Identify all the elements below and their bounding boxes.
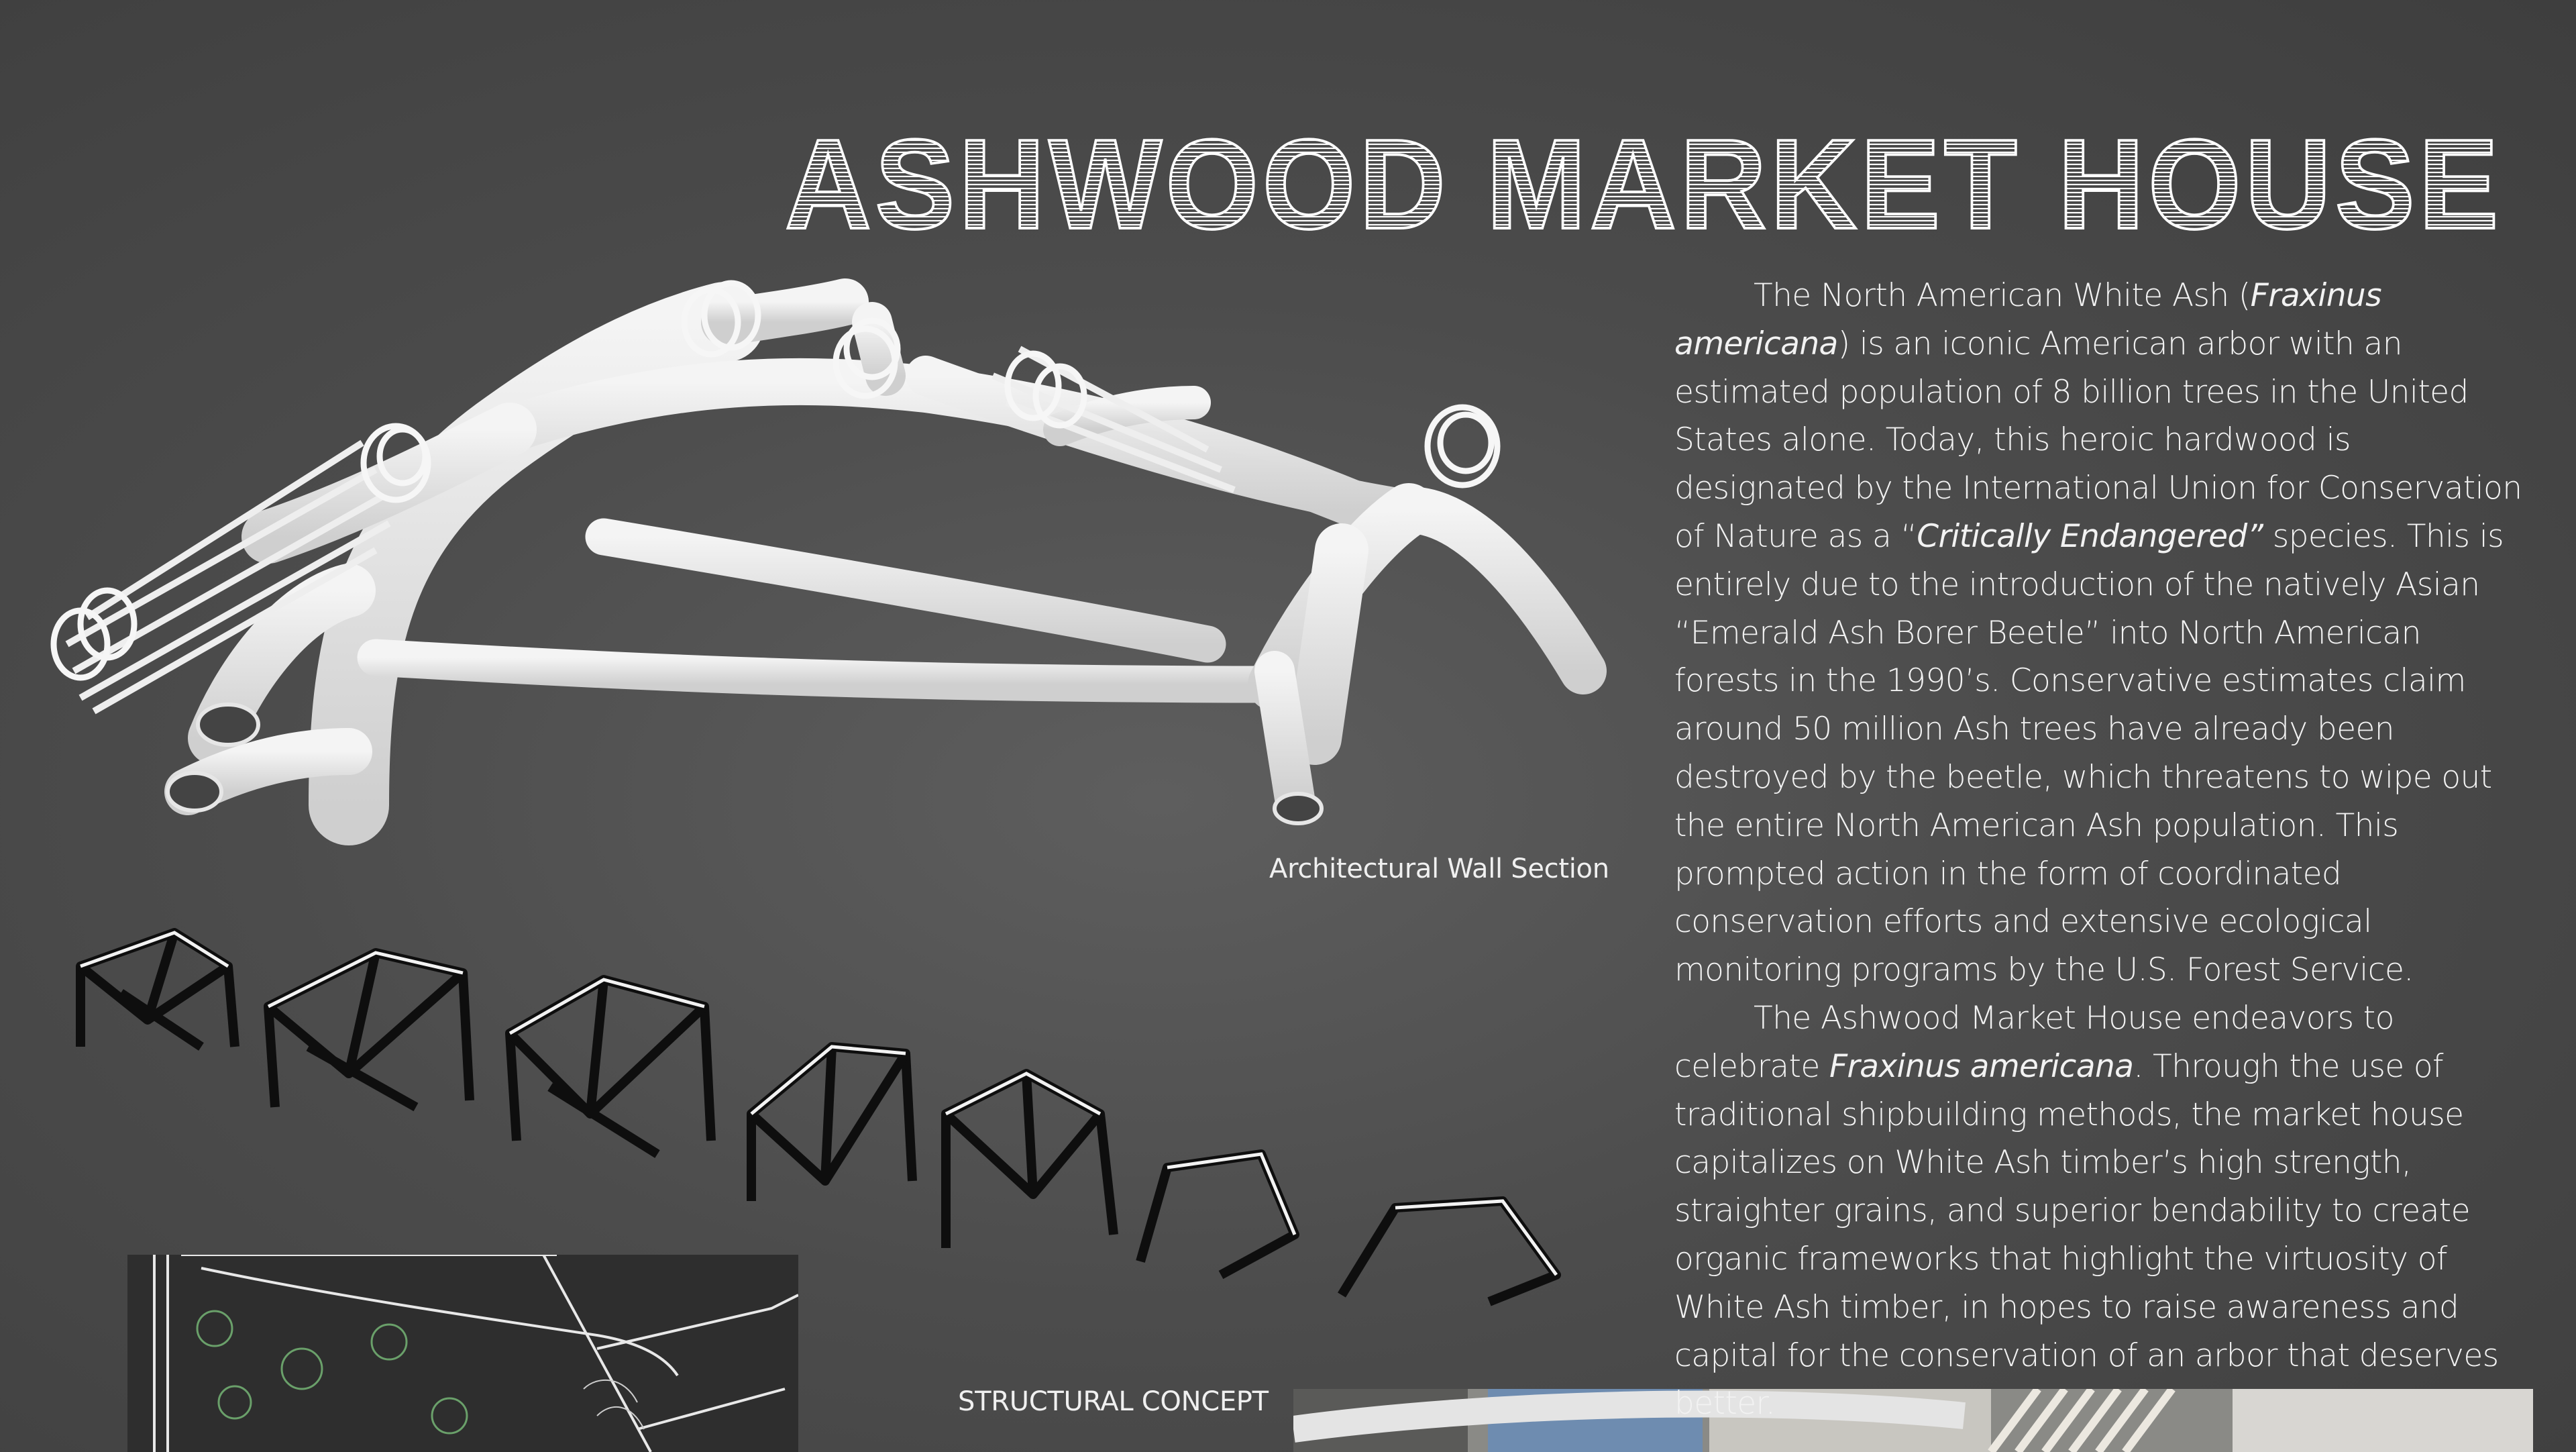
structural-concept-caption: STRUCTURAL CONCEPT [958,1386,1269,1417]
paragraph-1 [1674,272,2526,994]
paragraph-run: Critically Endangered” [1917,517,2263,555]
site-plan-drawing [127,1255,798,1452]
description-text [1674,272,2526,1428]
paragraph-run: Fraxinus americana [1674,277,2381,362]
paragraph-run: The Ashwood Market House endeavors to celebrate [1674,999,2394,1085]
title-text: ASHWOOD MARKET HOUSE [785,114,2502,248]
paragraph-run: species. This is entirely due to the introduction of the natively Asian “Emerald Ash Borer Beetle” into North American forests in the 1990’s. Conservative estimates claim around 50 million Ash trees have already been destroyed by the beetle, which threatens to wipe out the entire North American Ash population. This prompted action in the form of coordinated conservation efforts and extensive ecological monitoring programs by the U.S. Forest Service. [1674,517,2504,989]
wall-section-caption: Architectural Wall Section [1269,853,1609,884]
paragraph-2 [1674,994,2526,1428]
paragraph-run: The North American White Ash ( [1754,277,2251,314]
paragraph-run: Fraxinus americana [1829,1047,2134,1085]
paragraph-run: ) is an iconic American arbor with an estimated population of 8 billion trees in the United States alone. Today, this heroic hardwood is designated by the International Union for Conservation of Nature as a “ [1674,325,2522,555]
paragraph-run: . Through the use of traditional shipbuilding methods, the market house capitalizes on White Ash timber’s high strength, straighter grains, and superior bendability to create organic frameworks that highlight the virtuosity of White Ash timber, in hopes to raise awareness and capital for the conservation of an arbor that deserves better. [1674,1047,2499,1422]
